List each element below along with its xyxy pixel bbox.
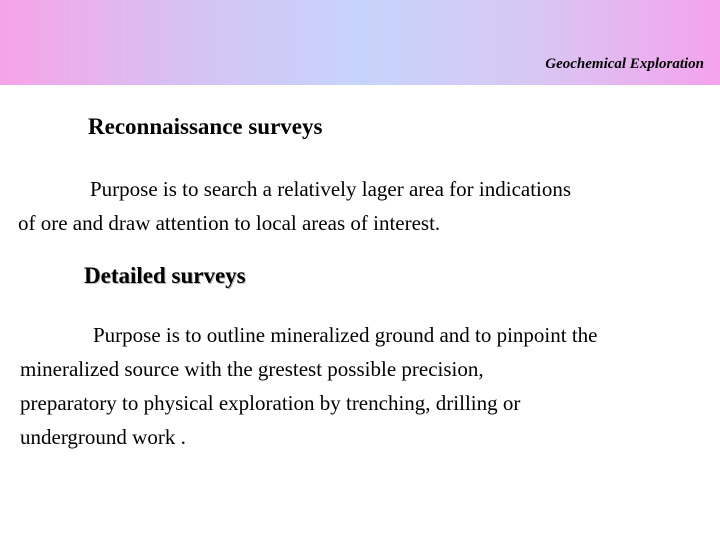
paragraph-line: of ore and draw attention to local areas of interest. <box>18 211 441 235</box>
paragraph-line: preparatory to physical exploration by trenching, drilling or <box>20 391 521 415</box>
paragraph-line: Purpose is to search a relatively lager area for indications <box>90 177 572 201</box>
paragraph-line: underground work . <box>20 425 186 449</box>
section-paragraph-detailed <box>20 318 598 454</box>
paragraph-line: Purpose is to outline mineralized ground and to pinpoint the <box>93 323 598 347</box>
header-title: Geochemical Exploration <box>545 56 704 72</box>
section-heading-detailed: Detailed surveys <box>84 263 246 288</box>
paragraph-line: mineralized source with the grestest possible precision, <box>20 357 484 381</box>
header-band <box>0 0 720 85</box>
section-heading-reconnaissance: Reconnaissance surveys <box>88 114 323 139</box>
section-paragraph-reconnaissance <box>18 172 571 240</box>
